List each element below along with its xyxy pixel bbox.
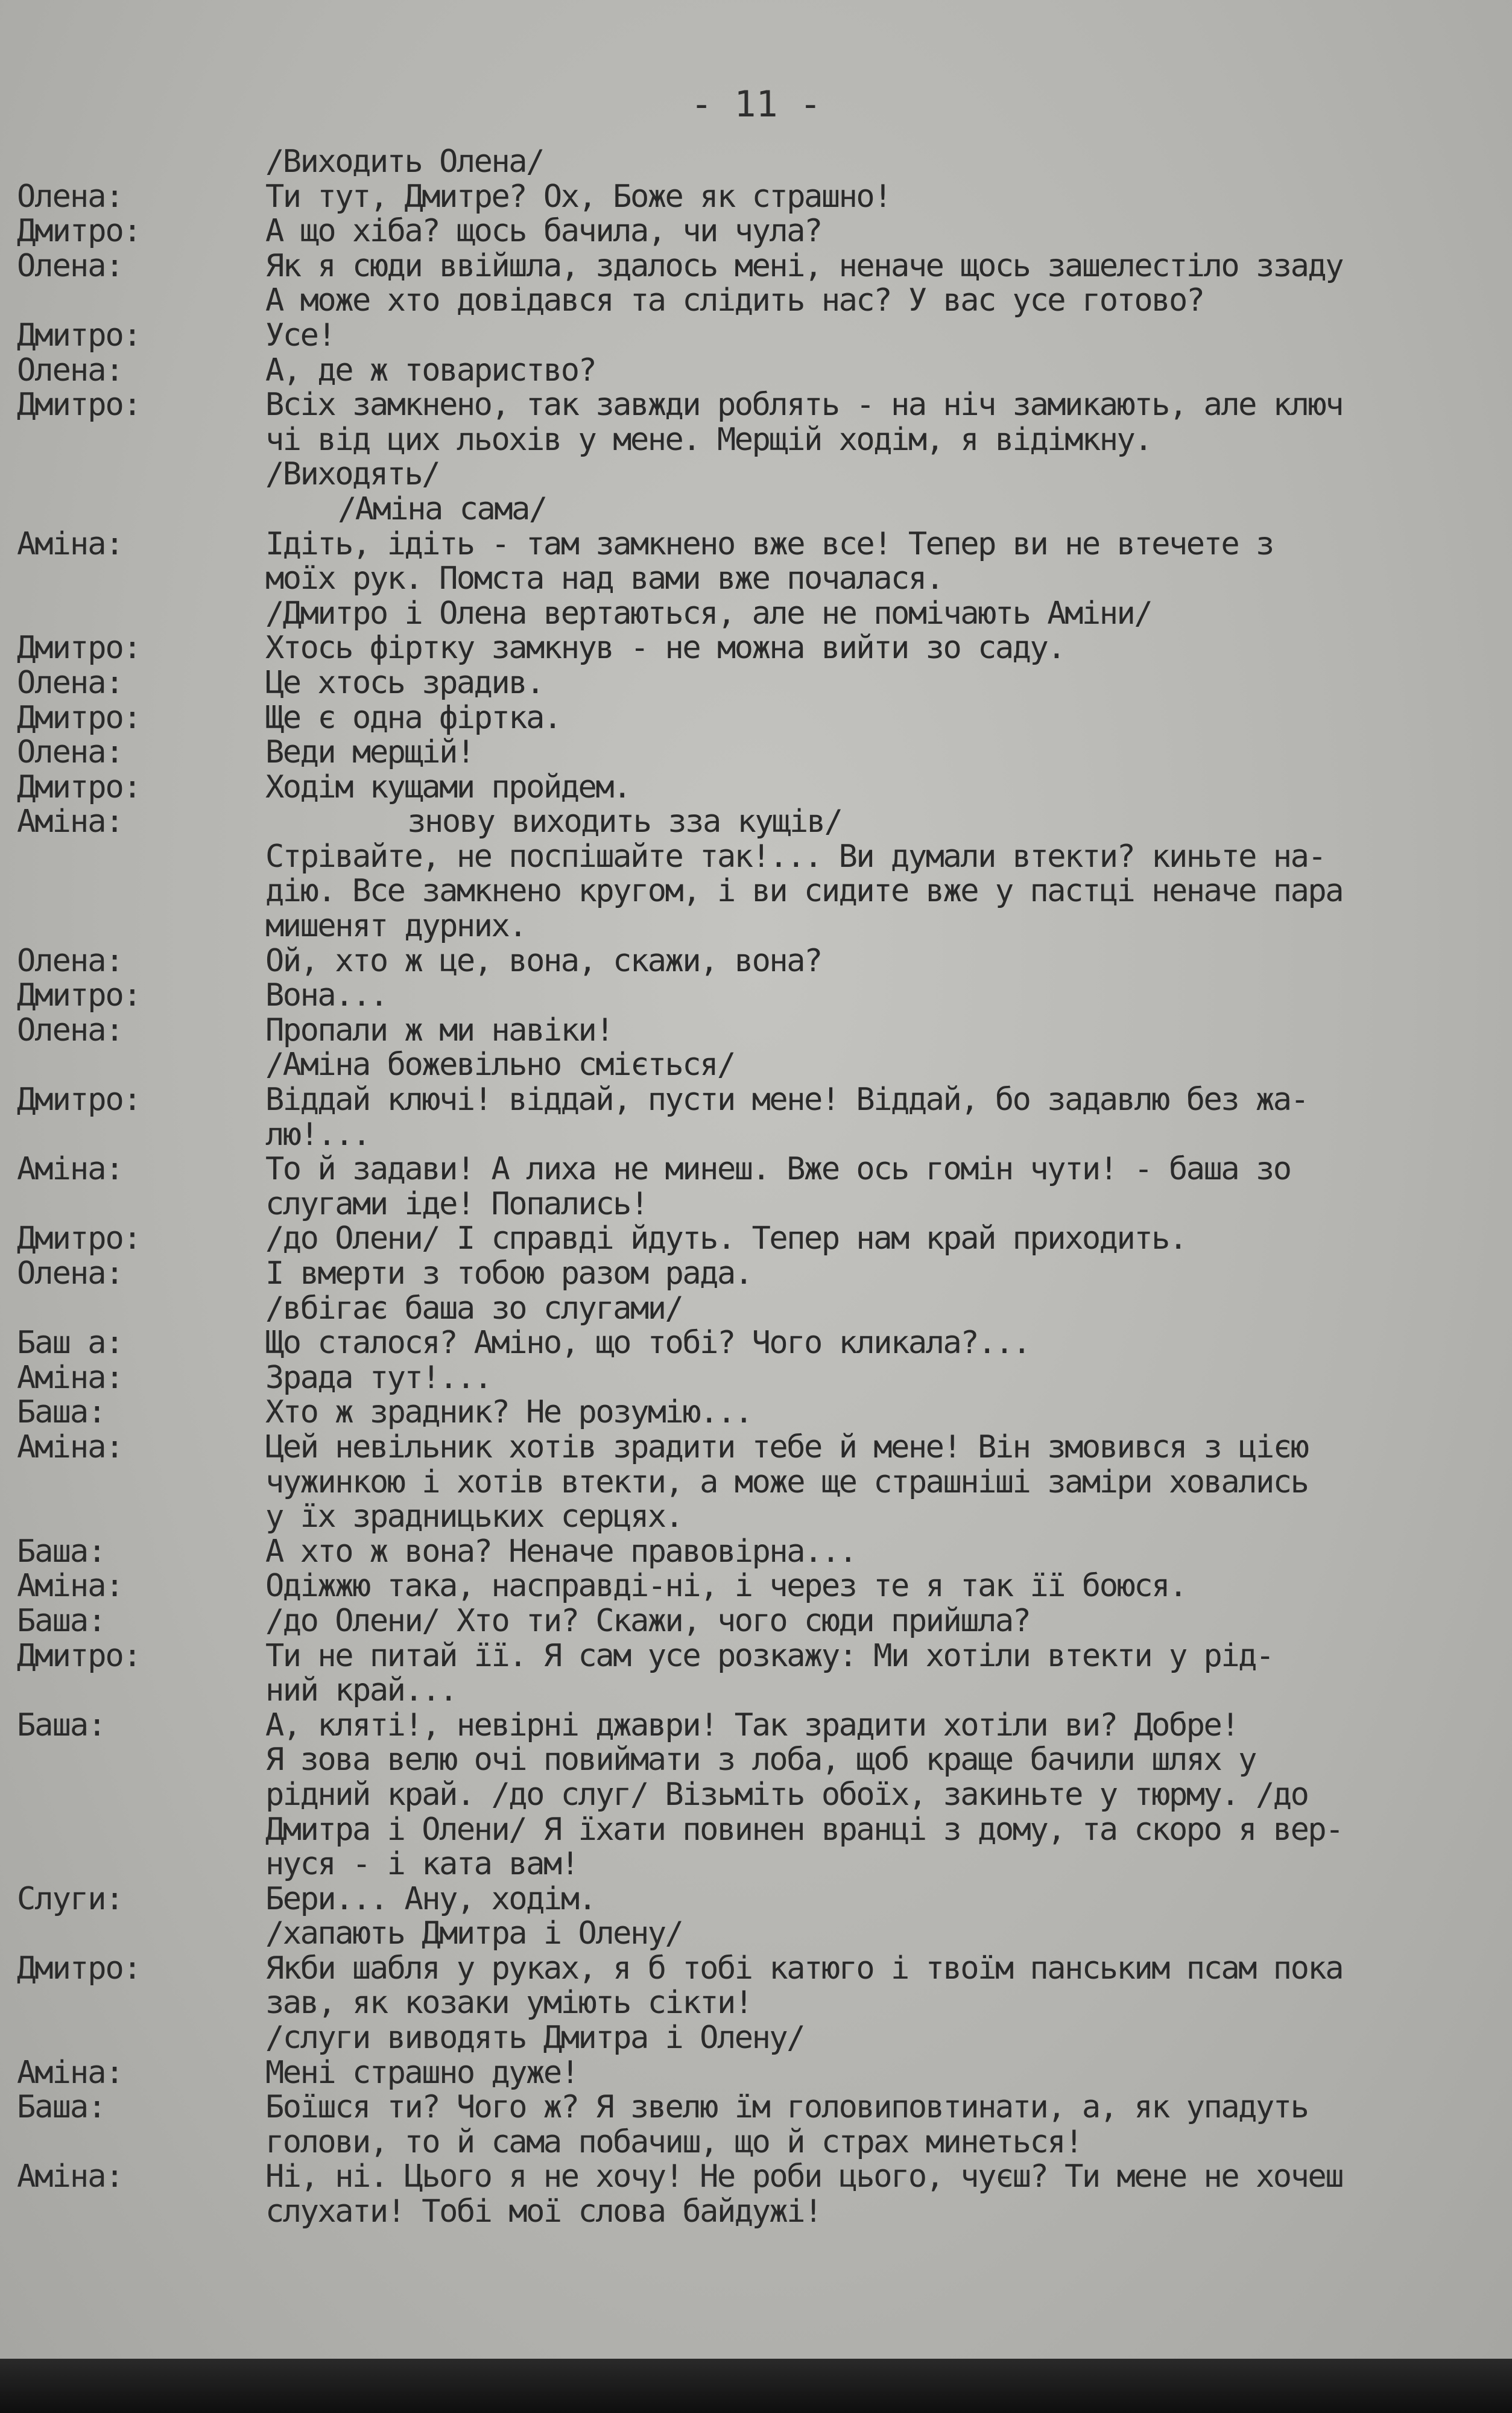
speech-line: І вмерти з тобою разом рада. [265,1257,752,1292]
speech-lines [265,354,1512,388]
speaker-name: Аміна: [17,1430,123,1465]
speech-line: /вбігає баша зо слугами/ [265,1291,683,1327]
speech-lines [265,735,1512,770]
speaker-name: Баша: [17,1534,106,1570]
dialogue-row [0,1952,1512,2021]
dialogue-row [0,1430,1512,1535]
speech-line: Одіжжю така, насправді-ні, і через те я так її боюся. [265,1569,1186,1604]
speech-lines [265,1952,1512,2021]
speech-lines [265,2160,1512,2229]
dialogue-row [0,1569,1512,1604]
speech-line: голови, то й сама побачиш, що й страх минеться! [265,2125,1082,2160]
speech-lines [265,180,1512,215]
stage-direction-row [0,1917,1512,1952]
stage-direction-row [0,457,1512,492]
dialogue-row [0,1152,1512,1222]
speaker-name: Олена: [17,249,123,284]
speech-lines [265,2090,1512,2160]
speaker-name: Дмитро: [17,1638,141,1674]
speaker-name: Баша: [17,2090,106,2125]
speech-line: моїх рук. Помста над вами вже почалася. [265,562,943,597]
speech-lines [265,2021,1512,2056]
speech-lines [265,701,1512,736]
speech-line: Що сталося? Аміно, що тобі? Чого кликала?... [265,1326,1030,1361]
speech-line: знову виходить зза кущів/ [338,805,842,840]
speech-lines [265,1222,1512,1257]
speech-line: Ти не питай її. Я сам усе розкажу: Ми хотіли втекти у рід- [265,1638,1273,1674]
dialogue-row [0,1604,1512,1639]
stage-direction-row [0,1292,1512,1327]
speech-lines [265,249,1512,319]
speaker-name: Дмитро: [17,1951,141,1987]
speech-lines [265,1361,1512,1396]
speech-line: А, де ж товариство? [265,353,596,388]
speech-lines [265,388,1512,457]
speech-line: Мені страшно дуже! [265,2055,578,2091]
dialogue-row [0,354,1512,388]
speech-line: /слуги виводять Дмитра і Олену/ [265,2021,805,2056]
speaker-name: Олена: [17,353,123,388]
speech-line: /до Олени/ І справді йдуть. Тепер нам край приходить. [265,1222,1186,1257]
speech-line: То й задави! А лиха не минеш. Вже ось гомін чути! - баша зо [265,1152,1291,1187]
speaker-name: Аміна: [17,527,123,562]
dialogue-row [0,978,1512,1013]
speech-lines [265,1257,1512,1292]
speaker-name: Олена: [17,1257,123,1292]
speaker-name: Дмитро: [17,770,141,805]
dialogue-row [0,1257,1512,1292]
speech-line: А, кляті!, невірні джаври! Так зрадити хотіли ви? Добре! [265,1708,1239,1743]
speech-line: Віддай ключі! віддай, пусти мене! Віддай, бо задавлю без жа- [265,1083,1308,1118]
stage-direction-row [0,492,1512,527]
dialogue-row [0,1361,1512,1396]
speech-lines [265,1639,1512,1708]
dialogue-row [0,180,1512,215]
speech-line: А що хіба? щось бачила, чи чула? [265,214,821,249]
speech-lines [265,944,1512,979]
speaker-name: Слуги: [17,1882,123,1917]
stage-direction-row [0,1048,1512,1083]
speaker-name: Аміна: [17,1152,123,1187]
speaker-name: Олена: [17,665,123,701]
dialogue-row [0,1326,1512,1361]
speech-lines [265,805,1512,840]
speech-line: Усе! [265,318,335,354]
speech-line: рідний край. /до слуг/ Візьміть обоїх, закиньте у тюрму. /до [265,1777,1308,1813]
speech-lines [265,492,1512,527]
dialogue-row [0,944,1512,979]
dialogue-row [0,735,1512,770]
dialogue-row [0,631,1512,666]
speaker-name: Олена: [17,1013,123,1048]
speech-lines [265,840,1512,944]
speaker-name: Аміна: [17,805,123,840]
speech-line: Ти тут, Дмитре? Ох, Боже як страшно! [265,179,891,215]
dialogue-row [0,1083,1512,1152]
dialogue-row [0,1639,1512,1708]
dialogue-row [0,1882,1512,1917]
dialogue-row [0,527,1512,597]
speech-line: Боїшся ти? Чого ж? Я звелю їм головиповтинати, а, як упадуть [265,2090,1308,2125]
dialogue-row [0,2090,1512,2160]
dialogue-row [0,770,1512,805]
speech-line: Пропали ж ми навіки! [265,1013,613,1048]
speech-lines [265,770,1512,805]
speech-lines [265,214,1512,249]
scanner-bottom-edge [0,2359,1512,2413]
dialogue-row [0,1708,1512,1882]
speech-lines [265,978,1512,1013]
speech-line: Як я сюди ввійшла, здалось мені, неначе щось зашелестіло ззаду [265,249,1343,284]
speech-lines [265,1292,1512,1327]
speech-line: Я зова велю очі повиймати з лоба, щоб краще бачили шлях у [265,1743,1256,1778]
speech-line: Ходім кущами пройдем. [265,770,630,805]
stage-direction-row [0,597,1512,632]
speech-line: Це хтось зрадив. [265,665,543,701]
speaker-name: Дмитро: [17,214,141,249]
speech-line: /Виходить Олена/ [265,145,543,180]
speech-line: /Аміна божевільно сміється/ [265,1048,735,1083]
speech-line: Ой, хто ж це, вона, скажи, вона? [265,943,821,979]
stage-direction-row [0,145,1512,180]
speech-line: Ідіть, ідіть - там замкнено вже все! Тепер ви не втечете з [265,527,1273,562]
speech-lines [265,1708,1512,1882]
speech-lines [265,666,1512,701]
dialogue-row [0,319,1512,354]
speech-line: дію. Все замкнено кругом, і ви сидите вже у пастці неначе пара [265,874,1343,910]
speech-line: /хапають Дмитра і Олену/ [265,1917,683,1952]
speaker-name: Олена: [17,179,123,215]
speaker-name: Дмитро: [17,978,141,1013]
speech-lines [265,631,1512,666]
speech-line: слугами іде! Попались! [265,1187,648,1222]
speech-lines [265,1395,1512,1430]
speech-lines [265,145,1512,180]
speech-line: чужинкою і хотів втекти, а може ще страшніші заміри ховались [265,1465,1308,1500]
speaker-name: Дмитро: [17,1083,141,1118]
speaker-name: Аміна: [17,2055,123,2091]
dialogue-row [0,666,1512,701]
dialogue-row [0,1222,1512,1257]
speech-lines [265,1013,1512,1048]
speech-line: зав, як козаки уміють сікти! [265,1986,752,2021]
speech-line: чі від цих льохів у мене. Мерщій ходім, я відімкну. [265,422,1152,458]
dialogue-row [0,2160,1512,2229]
page-number: - 11 - [691,83,821,125]
speech-lines [265,1048,1512,1083]
stage-direction-row [0,805,1512,840]
speech-lines [265,1326,1512,1361]
stage-direction-row [0,2021,1512,2056]
speech-line: /Аміна сама/ [338,492,546,527]
dialogue-row [0,840,1512,944]
speech-lines [265,527,1512,597]
speech-lines [265,597,1512,632]
speech-lines [265,1152,1512,1222]
speech-line: Зрада тут!... [265,1360,492,1396]
speaker-name: Баша: [17,1395,106,1430]
speech-lines [265,1535,1512,1570]
speech-line: Хто ж зрадник? Не розумію... [265,1395,752,1430]
speaker-name: Баш а: [17,1326,123,1361]
speaker-name: Баша: [17,1603,106,1639]
dialogue-row [0,388,1512,457]
speaker-name: Дмитро: [17,700,141,736]
speech-line: Хтось фіртку замкнув - не можна вийти зо саду. [265,631,1065,666]
speaker-name: Аміна: [17,1360,123,1396]
speaker-name: Олена: [17,735,123,770]
speech-line: лю!... [265,1117,370,1153]
dialogue-row [0,1395,1512,1430]
speech-line: /до Олени/ Хто ти? Скажи, чого сюди прийшла? [265,1603,1030,1639]
speaker-name: Дмитро: [17,1222,141,1257]
speech-line: Дмитра і Олени/ Я їхати повинен вранці з дому, та скоро я вер- [265,1812,1343,1848]
speech-line: Цей невільник хотів зрадити тебе й мене! Він змовився з цією [265,1430,1308,1465]
speech-line: Ще є одна фіртка. [265,700,561,736]
speech-line: /Виходять/ [265,457,440,492]
speech-line: ний край... [265,1673,457,1708]
speech-lines [265,2056,1512,2091]
speech-lines [265,1569,1512,1604]
speech-line: у їх зрадницьких серцях. [265,1500,683,1535]
dialogue-row [0,249,1512,319]
speech-line: Веди мерщій! [265,735,474,770]
speech-lines [265,319,1512,354]
speech-line: Всіх замкнено, так завжди роблять - на ніч замикають, але ключ [265,388,1343,423]
speech-line: слухати! Тобі мої слова байдужі! [265,2195,821,2230]
speaker-name: Дмитро: [17,631,141,666]
speech-line: Вона... [265,978,387,1013]
speech-line: А може хто довідався та слідить нас? У вас усе готово? [265,284,1204,319]
dialogue-body [0,145,1512,2230]
speaker-name: Аміна: [17,1569,123,1604]
dialogue-row [0,214,1512,249]
speech-line: Стрівайте, не поспішайте так!... Ви думали втекти? киньте на- [265,839,1326,875]
speaker-name: Баша: [17,1708,106,1743]
dialogue-row [0,2056,1512,2091]
speech-lines [265,1917,1512,1952]
speech-line: Якби шабля у руках, я б тобі катюго і твоїм панським псам пока [265,1951,1343,1987]
speech-lines [265,1604,1512,1639]
dialogue-row [0,1535,1512,1570]
dialogue-row [0,701,1512,736]
speaker-name: Дмитро: [17,318,141,354]
speaker-name: Дмитро: [17,388,141,423]
speaker-name: Аміна: [17,2160,123,2195]
speech-line: Ні, ні. Цього я не хочу! Не роби цього, чуєш? Ти мене не хочеш [265,2160,1343,2195]
dialogue-row [0,1013,1512,1048]
speech-lines [265,1083,1512,1152]
speech-line: /Дмитро і Олена вертаються, але не помічають Аміни/ [265,596,1152,632]
speech-line: Бери... Ану, ходім. [265,1882,596,1917]
speech-line: нуся - і ката вам! [265,1847,578,1882]
speech-lines [265,457,1512,492]
speech-lines [265,1882,1512,1917]
speech-lines [265,1430,1512,1535]
speech-line: мишенят дурних. [265,909,527,944]
speech-line: А хто ж вона? Неначе правовірна... [265,1534,856,1570]
speaker-name: Олена: [17,943,123,979]
